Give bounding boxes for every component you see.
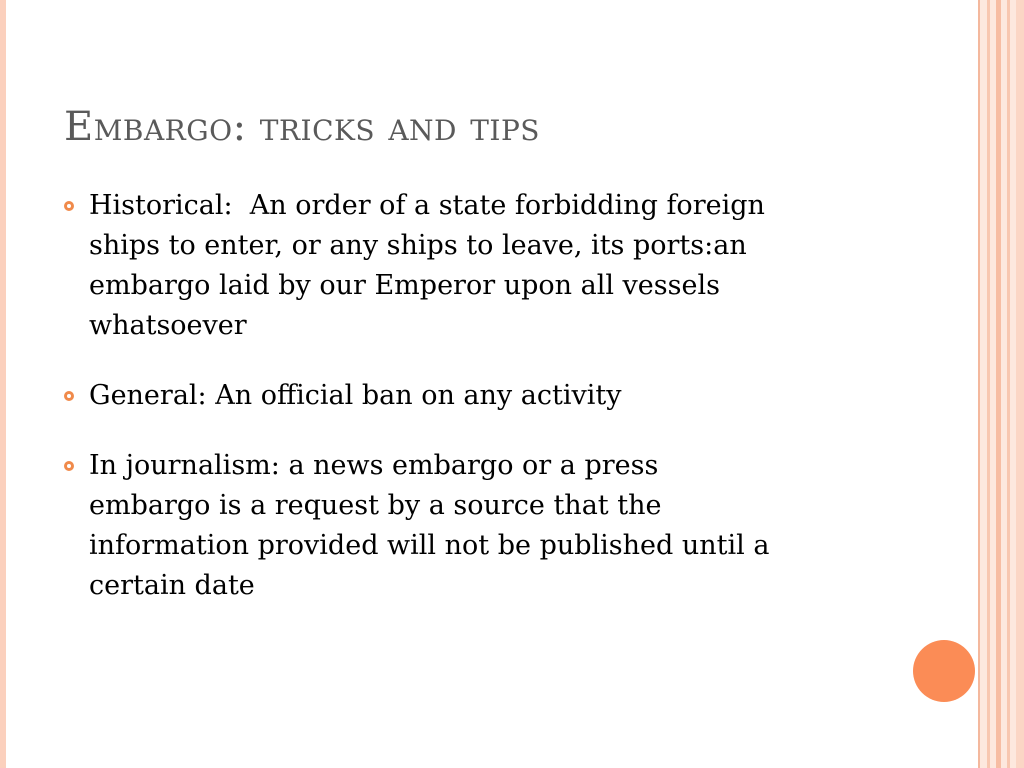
bullet-item-general xyxy=(64,376,894,416)
left-border-decoration xyxy=(0,0,6,768)
right-stripe xyxy=(1016,0,1024,768)
right-stripe xyxy=(996,0,1001,768)
bullet-item-historical xyxy=(64,186,894,346)
bullet-list xyxy=(64,186,894,636)
bullet-text-general: General: An official ban on any activity xyxy=(89,380,622,411)
right-stripe xyxy=(978,0,980,768)
bullet-text-historical: Historical: An order of a state forbidding foreign ships to enter, or any ships to leave, its ports:an embargo laid by our Emperor upon all vessels whatsoever xyxy=(89,190,765,341)
circle-bullet-icon xyxy=(64,391,74,401)
circle-bullet-icon xyxy=(64,461,74,471)
right-stripe xyxy=(987,0,990,768)
bullet-text-journalism: In journalism: a news embargo or a press embargo is a request by a source that the information provided will not be published until a certain date xyxy=(89,450,770,601)
orange-circle-decoration xyxy=(913,640,975,702)
right-stripe xyxy=(1007,0,1010,768)
slide-title: Embargo: tricks and tips xyxy=(64,104,540,150)
circle-bullet-icon xyxy=(64,201,74,211)
right-stripes-decoration xyxy=(978,0,1024,768)
bullet-item-journalism xyxy=(64,446,894,606)
